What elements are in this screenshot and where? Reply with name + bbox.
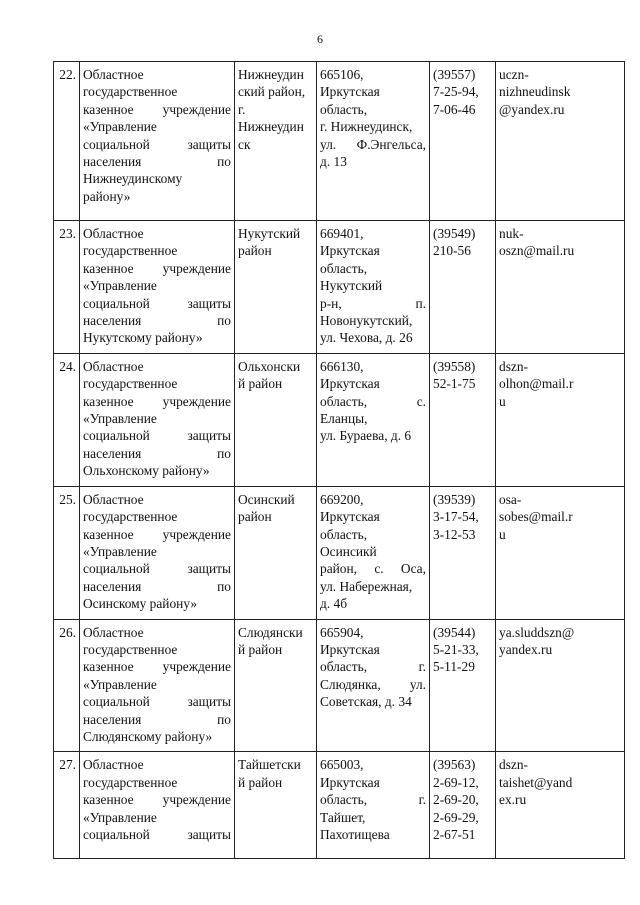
address-line: д. 13	[320, 154, 347, 170]
address-cell	[317, 619, 430, 752]
address-line: 669401,	[320, 226, 364, 241]
district-line: й район	[238, 376, 283, 392]
district-line: Слюдянски	[238, 624, 303, 640]
organization-line: казенное учреждение	[83, 101, 231, 117]
table-row	[54, 619, 625, 752]
table-row	[54, 62, 625, 221]
address-cell	[317, 221, 430, 354]
table-row	[54, 752, 625, 859]
phone-line: 7-06-46	[433, 101, 476, 117]
district-cell	[235, 486, 317, 619]
email-line[interactable]: yandex.ru	[499, 641, 553, 657]
district-cell	[235, 752, 317, 859]
email-line[interactable]: nizhneudinsk	[499, 84, 571, 100]
organization-line: казенное учреждение	[83, 792, 231, 808]
organization-line: населения по	[83, 313, 231, 329]
address-line: ул. Чехова, д. 26	[320, 330, 413, 346]
address-line: 666130,	[320, 358, 364, 374]
organization-line: социальной защиты	[83, 827, 231, 842]
address-line: Иркутская	[320, 376, 380, 392]
row-number-text: 26.	[59, 624, 76, 640]
phone-line: 2-69-29,	[433, 809, 479, 825]
district-cell	[235, 221, 317, 354]
organization-cell	[80, 752, 235, 859]
email-line[interactable]: u	[499, 526, 506, 542]
address-line: д. 4б	[320, 596, 348, 612]
district-line: Нукутский	[238, 226, 301, 241]
row-number-text: 22.	[59, 67, 76, 82]
organization-line: социальной защиты	[83, 428, 231, 444]
district-line: г.	[238, 101, 246, 117]
row-number-text: 23.	[59, 226, 76, 241]
email-line[interactable]: osa-	[499, 491, 522, 507]
row-number	[54, 752, 80, 859]
email-cell	[496, 353, 625, 486]
address-line: район, с. Оса,	[320, 561, 426, 577]
organization-line: населения по	[83, 711, 231, 727]
address-line: Советская, д. 34	[320, 694, 412, 710]
address-cell	[317, 353, 430, 486]
address-line: г. Нижнеудинск,	[320, 119, 413, 135]
organization-line: Слюдянскому району»	[83, 728, 213, 744]
phone-cell	[430, 353, 496, 486]
organization-line: Областное	[83, 757, 144, 773]
organization-line: Нукутскому району»	[83, 330, 203, 346]
organization-cell	[80, 486, 235, 619]
organization-line: Ольхонскому району»	[83, 463, 210, 479]
address-line: 669200,	[320, 491, 364, 507]
phone-cell	[430, 62, 496, 221]
organization-line: населения по	[83, 578, 231, 594]
organization-line: казенное учреждение	[83, 393, 231, 409]
organization-line: «Управление	[83, 676, 157, 692]
address-line: Нукутский	[320, 278, 383, 294]
email-line[interactable]: dszn-	[499, 757, 529, 773]
email-line[interactable]: nuk-	[499, 226, 524, 241]
organization-cell	[80, 619, 235, 752]
organization-cell	[80, 62, 235, 221]
email-cell	[496, 619, 625, 752]
organization-line: государственное	[83, 641, 178, 657]
row-number-text: 24.	[59, 358, 76, 374]
table-row	[54, 353, 625, 486]
organization-line: населения по	[83, 154, 231, 170]
email-line[interactable]: ya.sluddszn@	[499, 624, 575, 640]
organization-line: Областное	[83, 67, 144, 82]
address-cell	[317, 486, 430, 619]
phone-cell	[430, 619, 496, 752]
address-line: Пахотищева	[320, 827, 390, 842]
table-row	[54, 486, 625, 619]
row-number	[54, 353, 80, 486]
row-number	[54, 221, 80, 354]
address-line: 665003,	[320, 757, 364, 773]
address-line: ул. Бураева, д. 6	[320, 428, 412, 444]
address-line: область,	[320, 260, 368, 276]
row-number	[54, 62, 80, 221]
address-line: область,	[320, 526, 368, 542]
phone-line: (39558)	[433, 358, 476, 374]
phone-line: 5-21-33,	[433, 641, 479, 657]
district-line: Нижнеудин	[238, 119, 304, 135]
address-line: Иркутская	[320, 84, 380, 100]
phone-line: 2-69-12,	[433, 774, 479, 790]
address-line: Новонукутский,	[320, 313, 413, 329]
address-line: Тайшет,	[320, 809, 366, 825]
email-line[interactable]: u	[499, 393, 506, 409]
phone-cell	[430, 752, 496, 859]
email-line[interactable]: sobes@mail.r	[499, 509, 573, 525]
email-line[interactable]: taishet@yand	[499, 774, 573, 790]
address-line: Еланцы,	[320, 411, 368, 427]
phone-line: 2-69-20,	[433, 792, 479, 808]
organization-line: социальной защиты	[83, 136, 231, 152]
organization-line: государственное	[83, 509, 178, 525]
address-line: ул. Набережная,	[320, 578, 413, 594]
phone-cell	[430, 221, 496, 354]
address-line: Иркутская	[320, 774, 380, 790]
organization-line: государственное	[83, 774, 178, 790]
organization-line: «Управление	[83, 809, 157, 825]
district-line: Ольхонски	[238, 358, 301, 374]
organization-line: Областное	[83, 226, 144, 241]
organization-line: социальной защиты	[83, 561, 231, 577]
organization-line: Областное	[83, 358, 144, 374]
row-number-text: 27.	[59, 757, 76, 773]
organization-cell	[80, 221, 235, 354]
organization-line: Осинскому району»	[83, 596, 198, 612]
district-line: й район	[238, 774, 283, 790]
address-line: область, г.	[320, 659, 426, 675]
organization-line: «Управление	[83, 543, 157, 559]
phone-line: (39563)	[433, 757, 476, 773]
phone-line: 7-25-94,	[433, 84, 479, 100]
organization-line: Областное	[83, 624, 144, 640]
page-number: 6	[317, 32, 323, 46]
phone-cell	[430, 486, 496, 619]
district-line: район	[238, 243, 272, 259]
phone-line: 5-11-29	[433, 659, 475, 675]
organization-line: казенное учреждение	[83, 659, 231, 675]
phone-line: (39539)	[433, 491, 476, 507]
email-line[interactable]: ex.ru	[499, 792, 527, 808]
district-line: Тайшетски	[238, 757, 301, 773]
email-cell	[496, 486, 625, 619]
address-line: Иркутская	[320, 641, 380, 657]
phone-line: 52-1-75	[433, 376, 476, 392]
phone-line: 3-17-54,	[433, 509, 479, 525]
email-line[interactable]: uczn-	[499, 67, 529, 82]
row-number	[54, 619, 80, 752]
organization-line: району»	[83, 188, 131, 204]
address-line: область,	[320, 101, 368, 117]
email-line[interactable]: olhon@mail.r	[499, 376, 574, 392]
organization-line: Областное	[83, 491, 144, 507]
organization-line: Нижнеудинскому	[83, 171, 183, 187]
phone-line: (39557)	[433, 67, 476, 82]
email-cell	[496, 752, 625, 859]
phone-line: 2-67-51	[433, 827, 476, 842]
phone-line: (39549)	[433, 226, 476, 241]
address-line: область, с.	[320, 393, 426, 409]
address-cell	[317, 62, 430, 221]
district-line: ский район,	[238, 84, 306, 100]
phone-line: 210-56	[433, 243, 471, 259]
organization-line: государственное	[83, 243, 178, 259]
phone-line: 3-12-53	[433, 526, 476, 542]
table-row	[54, 221, 625, 354]
address-line: Осинсикй	[320, 543, 377, 559]
organization-line: казенное учреждение	[83, 260, 231, 276]
organization-line: социальной защиты	[83, 694, 231, 710]
organization-line: «Управление	[83, 278, 157, 294]
email-cell	[496, 221, 625, 354]
phone-line: (39544)	[433, 624, 476, 640]
row-number-text: 25.	[59, 491, 76, 507]
email-line[interactable]: @yandex.ru	[499, 101, 565, 117]
address-line: Иркутская	[320, 243, 380, 259]
address-line: Слюдянка, ул.	[320, 676, 426, 692]
email-line[interactable]: dszn-	[499, 358, 529, 374]
organization-cell	[80, 353, 235, 486]
district-line: ск	[238, 136, 251, 152]
district-line: й район	[238, 641, 283, 657]
district-line: район	[238, 509, 272, 525]
address-line: ул. Ф.Энгельса,	[320, 136, 426, 152]
organization-line: казенное учреждение	[83, 526, 231, 542]
organization-line: государственное	[83, 376, 178, 392]
district-cell	[235, 62, 317, 221]
organization-line: государственное	[83, 84, 178, 100]
email-line[interactable]: oszn@mail.ru	[499, 243, 575, 259]
address-line: область, г.	[320, 792, 426, 808]
email-cell	[496, 62, 625, 221]
organization-line: «Управление	[83, 411, 157, 427]
district-line: Нижнеудин	[238, 67, 304, 82]
district-line: Осинский	[238, 491, 295, 507]
institutions-table	[53, 61, 625, 859]
address-cell	[317, 752, 430, 859]
district-cell	[235, 619, 317, 752]
organization-line: социальной защиты	[83, 295, 231, 311]
address-line: р-н, п.	[320, 295, 426, 311]
organization-line: «Управление	[83, 119, 157, 135]
district-cell	[235, 353, 317, 486]
row-number	[54, 486, 80, 619]
address-line: Иркутская	[320, 509, 380, 525]
address-line: 665904,	[320, 624, 364, 640]
organization-line: населения по	[83, 445, 231, 461]
address-line: 665106,	[320, 67, 364, 82]
